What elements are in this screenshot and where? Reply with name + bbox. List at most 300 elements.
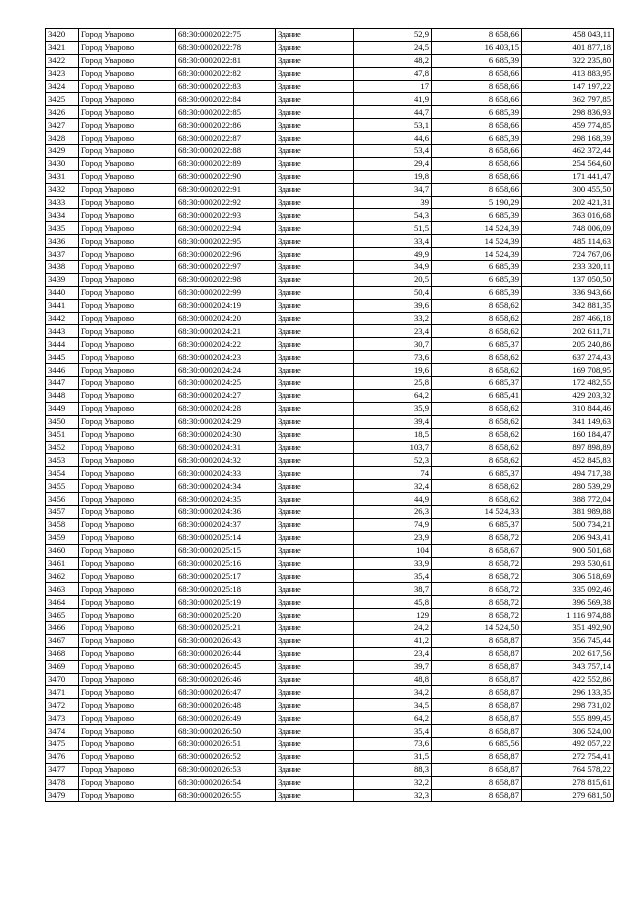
cadastral-number-cell: 68:30:0002024:29 [176,415,276,428]
cadastral-value-cell: 381 989,88 [522,505,614,518]
locality-cell: Город Уварово [79,312,176,325]
cadastral-value-cell: 351 492,90 [522,621,614,634]
object-type-cell: Здание [276,312,354,325]
specific-value-cell: 8 658,62 [432,480,522,493]
cadastral-value-cell: 429 203,32 [522,389,614,402]
area-cell: 48,2 [354,54,432,67]
table-row [46,248,614,261]
cadastral-value-cell: 724 767,06 [522,248,614,261]
row-number-cell: 3421 [46,41,79,54]
row-number-cell: 3474 [46,725,79,738]
area-cell: 73,6 [354,737,432,750]
row-number-cell: 3439 [46,273,79,286]
specific-value-cell: 8 658,66 [432,170,522,183]
area-cell: 35,4 [354,570,432,583]
area-cell: 41,9 [354,93,432,106]
locality-cell: Город Уварово [79,248,176,261]
table-row [46,389,614,402]
locality-cell: Город Уварово [79,660,176,673]
table-row [46,789,614,802]
locality-cell: Город Уварово [79,725,176,738]
area-cell: 29,4 [354,157,432,170]
locality-cell: Город Уварово [79,570,176,583]
object-type-cell: Здание [276,570,354,583]
table-row [46,750,614,763]
locality-cell: Город Уварово [79,596,176,609]
specific-value-cell: 8 658,87 [432,750,522,763]
row-number-cell: 3470 [46,673,79,686]
cadastral-value-cell: 254 564,60 [522,157,614,170]
table-row [46,518,614,531]
specific-value-cell: 8 658,62 [432,402,522,415]
row-number-cell: 3432 [46,183,79,196]
specific-value-cell: 6 685,39 [432,209,522,222]
cadastral-value-cell: 341 149,63 [522,415,614,428]
specific-value-cell: 8 658,62 [432,454,522,467]
cadastral-number-cell: 68:30:0002022:85 [176,106,276,119]
area-cell: 23,4 [354,325,432,338]
table-row [46,596,614,609]
cadastral-number-cell: 68:30:0002024:34 [176,480,276,493]
table-row [46,261,614,274]
specific-value-cell: 16 403,15 [432,41,522,54]
cadastral-number-cell: 68:30:0002022:81 [176,54,276,67]
row-number-cell: 3466 [46,621,79,634]
locality-cell: Город Уварово [79,93,176,106]
specific-value-cell: 8 658,62 [432,441,522,454]
table-row [46,737,614,750]
object-type-cell: Здание [276,583,354,596]
table-row [46,209,614,222]
locality-cell: Город Уварово [79,699,176,712]
area-cell: 129 [354,609,432,622]
locality-cell: Город Уварово [79,196,176,209]
locality-cell: Город Уварово [79,377,176,390]
specific-value-cell: 8 658,87 [432,776,522,789]
locality-cell: Город Уварово [79,776,176,789]
row-number-cell: 3427 [46,119,79,132]
specific-value-cell: 6 685,41 [432,389,522,402]
cadastral-value-cell: 900 501,68 [522,544,614,557]
cadastral-value-cell: 287 466,18 [522,312,614,325]
cadastral-number-cell: 68:30:0002024:21 [176,325,276,338]
cadastral-value-cell: 485 114,63 [522,235,614,248]
specific-value-cell: 8 658,66 [432,157,522,170]
object-type-cell: Здание [276,196,354,209]
specific-value-cell: 8 658,62 [432,364,522,377]
object-type-cell: Здание [276,377,354,390]
locality-cell: Город Уварово [79,286,176,299]
cadastral-number-cell: 68:30:0002025:16 [176,557,276,570]
table-row [46,299,614,312]
locality-cell: Город Уварово [79,544,176,557]
area-cell: 34,5 [354,699,432,712]
table-row [46,29,614,42]
row-number-cell: 3448 [46,389,79,402]
cadastral-value-cell: 458 043,11 [522,29,614,42]
table-row [46,699,614,712]
area-cell: 54,3 [354,209,432,222]
cadastral-number-cell: 68:30:0002022:91 [176,183,276,196]
object-type-cell: Здание [276,686,354,699]
table-row [46,377,614,390]
object-type-cell: Здание [276,299,354,312]
cadastral-value-cell: 160 184,47 [522,428,614,441]
area-cell: 64,2 [354,389,432,402]
area-cell: 39,4 [354,415,432,428]
object-type-cell: Здание [276,699,354,712]
cadastral-value-cell: 335 092,46 [522,583,614,596]
cadastral-value-cell: 169 708,95 [522,364,614,377]
locality-cell: Город Уварово [79,415,176,428]
cadastral-value-cell: 413 883,95 [522,67,614,80]
specific-value-cell: 8 658,87 [432,789,522,802]
object-type-cell: Здание [276,80,354,93]
specific-value-cell: 8 658,62 [432,312,522,325]
row-number-cell: 3447 [46,377,79,390]
specific-value-cell: 8 658,62 [432,325,522,338]
row-number-cell: 3477 [46,763,79,776]
cadastral-number-cell: 68:30:0002024:23 [176,351,276,364]
area-cell: 53,1 [354,119,432,132]
area-cell: 39 [354,196,432,209]
locality-cell: Город Уварово [79,686,176,699]
cadastral-number-cell: 68:30:0002024:22 [176,338,276,351]
object-type-cell: Здание [276,750,354,763]
area-cell: 35,4 [354,725,432,738]
cadastral-number-cell: 68:30:0002022:83 [176,80,276,93]
cadastral-value-cell: 272 754,41 [522,750,614,763]
row-number-cell: 3473 [46,712,79,725]
object-type-cell: Здание [276,209,354,222]
object-type-cell: Здание [276,531,354,544]
object-type-cell: Здание [276,29,354,42]
object-type-cell: Здание [276,338,354,351]
cadastral-number-cell: 68:30:0002026:53 [176,763,276,776]
object-type-cell: Здание [276,325,354,338]
object-type-cell: Здание [276,273,354,286]
row-number-cell: 3462 [46,570,79,583]
cadastral-number-cell: 68:30:0002022:96 [176,248,276,261]
locality-cell: Город Уварово [79,737,176,750]
locality-cell: Город Уварово [79,80,176,93]
locality-cell: Город Уварово [79,402,176,415]
cadastral-value-cell: 137 050,50 [522,273,614,286]
table-row [46,712,614,725]
cadastral-number-cell: 68:30:0002025:19 [176,596,276,609]
locality-cell: Город Уварово [79,145,176,158]
area-cell: 32,3 [354,789,432,802]
table-row [46,609,614,622]
table-row [46,686,614,699]
area-cell: 88,3 [354,763,432,776]
cadastral-number-cell: 68:30:0002024:36 [176,505,276,518]
cadastral-number-cell: 68:30:0002022:75 [176,29,276,42]
object-type-cell: Здание [276,660,354,673]
specific-value-cell: 8 658,66 [432,29,522,42]
cadastral-number-cell: 68:30:0002024:27 [176,389,276,402]
cadastral-value-cell: 202 611,71 [522,325,614,338]
table-row [46,273,614,286]
object-type-cell: Здание [276,119,354,132]
table-row [46,454,614,467]
row-number-cell: 3436 [46,235,79,248]
object-type-cell: Здание [276,763,354,776]
specific-value-cell: 14 524,50 [432,621,522,634]
object-type-cell: Здание [276,441,354,454]
row-number-cell: 3472 [46,699,79,712]
cadastral-value-cell: 279 681,50 [522,789,614,802]
cadastral-value-cell: 205 240,86 [522,338,614,351]
cadastral-value-cell: 171 441,47 [522,170,614,183]
cadastral-number-cell: 68:30:0002022:94 [176,222,276,235]
table-row [46,441,614,454]
row-number-cell: 3431 [46,170,79,183]
specific-value-cell: 8 658,72 [432,557,522,570]
specific-value-cell: 6 685,37 [432,518,522,531]
locality-cell: Город Уварово [79,389,176,402]
specific-value-cell: 6 685,39 [432,261,522,274]
locality-cell: Город Уварово [79,505,176,518]
row-number-cell: 3463 [46,583,79,596]
cadastral-value-cell: 422 552,86 [522,673,614,686]
area-cell: 74,9 [354,518,432,531]
row-number-cell: 3454 [46,467,79,480]
table-row [46,235,614,248]
area-cell: 19,6 [354,364,432,377]
area-cell: 34,2 [354,686,432,699]
cadastral-number-cell: 68:30:0002022:98 [176,273,276,286]
specific-value-cell: 8 658,87 [432,763,522,776]
row-number-cell: 3452 [46,441,79,454]
locality-cell: Город Уварово [79,493,176,506]
cadastral-value-cell: 1 116 974,88 [522,609,614,622]
area-cell: 47,8 [354,67,432,80]
row-number-cell: 3428 [46,132,79,145]
area-cell: 64,2 [354,712,432,725]
specific-value-cell: 6 685,39 [432,106,522,119]
cadastral-number-cell: 68:30:0002022:78 [176,41,276,54]
specific-value-cell: 8 658,66 [432,80,522,93]
cadastral-value-cell: 306 518,69 [522,570,614,583]
cadastral-number-cell: 68:30:0002025:21 [176,621,276,634]
row-number-cell: 3449 [46,402,79,415]
specific-value-cell: 8 658,87 [432,686,522,699]
specific-value-cell: 14 524,39 [432,222,522,235]
row-number-cell: 3465 [46,609,79,622]
object-type-cell: Здание [276,222,354,235]
object-type-cell: Здание [276,518,354,531]
locality-cell: Город Уварово [79,338,176,351]
cadastral-value-cell: 459 774,85 [522,119,614,132]
area-cell: 26,3 [354,505,432,518]
row-number-cell: 3422 [46,54,79,67]
object-type-cell: Здание [276,789,354,802]
cadastral-number-cell: 68:30:0002024:31 [176,441,276,454]
table-row [46,583,614,596]
row-number-cell: 3458 [46,518,79,531]
cadastral-number-cell: 68:30:0002026:44 [176,647,276,660]
table-row [46,415,614,428]
locality-cell: Город Уварово [79,41,176,54]
cadastral-value-cell: 310 844,46 [522,402,614,415]
area-cell: 49,9 [354,248,432,261]
cadastral-number-cell: 68:30:0002024:19 [176,299,276,312]
object-type-cell: Здание [276,609,354,622]
row-number-cell: 3429 [46,145,79,158]
object-type-cell: Здание [276,467,354,480]
object-type-cell: Здание [276,673,354,686]
specific-value-cell: 8 658,66 [432,93,522,106]
cadastral-value-cell: 462 372,44 [522,145,614,158]
object-type-cell: Здание [276,351,354,364]
specific-value-cell: 8 658,87 [432,647,522,660]
object-type-cell: Здание [276,480,354,493]
cadastral-value-cell: 388 772,04 [522,493,614,506]
row-number-cell: 3450 [46,415,79,428]
area-cell: 48,8 [354,673,432,686]
row-number-cell: 3471 [46,686,79,699]
cadastral-number-cell: 68:30:0002026:50 [176,725,276,738]
table-row [46,54,614,67]
object-type-cell: Здание [276,712,354,725]
area-cell: 34,9 [354,261,432,274]
area-cell: 20,5 [354,273,432,286]
table-row [46,557,614,570]
locality-cell: Город Уварово [79,157,176,170]
specific-value-cell: 6 685,37 [432,377,522,390]
cadastral-value-cell: 233 320,11 [522,261,614,274]
cadastral-number-cell: 68:30:0002026:51 [176,737,276,750]
area-cell: 31,5 [354,750,432,763]
row-number-cell: 3444 [46,338,79,351]
table-row [46,106,614,119]
area-cell: 25,8 [354,377,432,390]
specific-value-cell: 8 658,72 [432,583,522,596]
cadastral-number-cell: 68:30:0002025:15 [176,544,276,557]
cadastral-number-cell: 68:30:0002022:82 [176,67,276,80]
area-cell: 35,9 [354,402,432,415]
specific-value-cell: 6 685,39 [432,273,522,286]
specific-value-cell: 8 658,72 [432,531,522,544]
table-row [46,119,614,132]
cadastral-value-cell: 172 482,55 [522,377,614,390]
object-type-cell: Здание [276,454,354,467]
specific-value-cell: 6 685,37 [432,338,522,351]
area-cell: 33,9 [354,557,432,570]
table-row [46,145,614,158]
specific-value-cell: 8 658,87 [432,699,522,712]
table-row [46,634,614,647]
object-type-cell: Здание [276,737,354,750]
row-number-cell: 3420 [46,29,79,42]
cadastral-number-cell: 68:30:0002022:99 [176,286,276,299]
cadastral-value-cell: 300 455,50 [522,183,614,196]
row-number-cell: 3425 [46,93,79,106]
area-cell: 50,4 [354,286,432,299]
area-cell: 38,7 [354,583,432,596]
cadastral-value-cell: 356 745,44 [522,634,614,647]
table-row [46,286,614,299]
specific-value-cell: 8 658,62 [432,493,522,506]
locality-cell: Город Уварово [79,673,176,686]
locality-cell: Город Уварово [79,170,176,183]
table-row [46,364,614,377]
object-type-cell: Здание [276,596,354,609]
locality-cell: Город Уварово [79,364,176,377]
table-row [46,493,614,506]
specific-value-cell: 8 658,66 [432,145,522,158]
cadastral-value-cell: 298 731,02 [522,699,614,712]
row-number-cell: 3479 [46,789,79,802]
table-row [46,776,614,789]
cadastral-number-cell: 68:30:0002026:48 [176,699,276,712]
area-cell: 23,9 [354,531,432,544]
cadastral-value-cell: 336 943,66 [522,286,614,299]
area-cell: 53,4 [354,145,432,158]
cadastral-number-cell: 68:30:0002025:18 [176,583,276,596]
area-cell: 24,5 [354,41,432,54]
cadastral-number-cell: 68:30:0002025:14 [176,531,276,544]
cadastral-number-cell: 68:30:0002024:28 [176,402,276,415]
row-number-cell: 3460 [46,544,79,557]
table-row [46,312,614,325]
locality-cell: Город Уварово [79,467,176,480]
area-cell: 44,6 [354,132,432,145]
cadastral-number-cell: 68:30:0002025:20 [176,609,276,622]
cadastral-number-cell: 68:30:0002022:97 [176,261,276,274]
specific-value-cell: 6 685,39 [432,54,522,67]
locality-cell: Город Уварово [79,222,176,235]
cadastral-number-cell: 68:30:0002024:25 [176,377,276,390]
specific-value-cell: 8 658,66 [432,183,522,196]
locality-cell: Город Уварово [79,531,176,544]
locality-cell: Город Уварово [79,325,176,338]
row-number-cell: 3445 [46,351,79,364]
locality-cell: Город Уварово [79,132,176,145]
row-number-cell: 3438 [46,261,79,274]
specific-value-cell: 8 658,87 [432,660,522,673]
table-row [46,132,614,145]
object-type-cell: Здание [276,157,354,170]
table-row [46,183,614,196]
locality-cell: Город Уварово [79,647,176,660]
area-cell: 32,4 [354,480,432,493]
object-type-cell: Здание [276,389,354,402]
object-type-cell: Здание [276,41,354,54]
specific-value-cell: 8 658,87 [432,634,522,647]
cadastral-number-cell: 68:30:0002022:92 [176,196,276,209]
specific-value-cell: 8 658,62 [432,428,522,441]
object-type-cell: Здание [276,67,354,80]
table-row [46,338,614,351]
area-cell: 18,5 [354,428,432,441]
specific-value-cell: 8 658,87 [432,712,522,725]
locality-cell: Город Уварово [79,273,176,286]
cadastral-number-cell: 68:30:0002022:87 [176,132,276,145]
row-number-cell: 3455 [46,480,79,493]
cadastral-number-cell: 68:30:0002026:46 [176,673,276,686]
object-type-cell: Здание [276,634,354,647]
area-cell: 74 [354,467,432,480]
cadastral-number-cell: 68:30:0002022:90 [176,170,276,183]
row-number-cell: 3459 [46,531,79,544]
cadastral-value-cell: 897 898,89 [522,441,614,454]
table-row [46,673,614,686]
table-row [46,647,614,660]
specific-value-cell: 8 658,72 [432,609,522,622]
row-number-cell: 3476 [46,750,79,763]
